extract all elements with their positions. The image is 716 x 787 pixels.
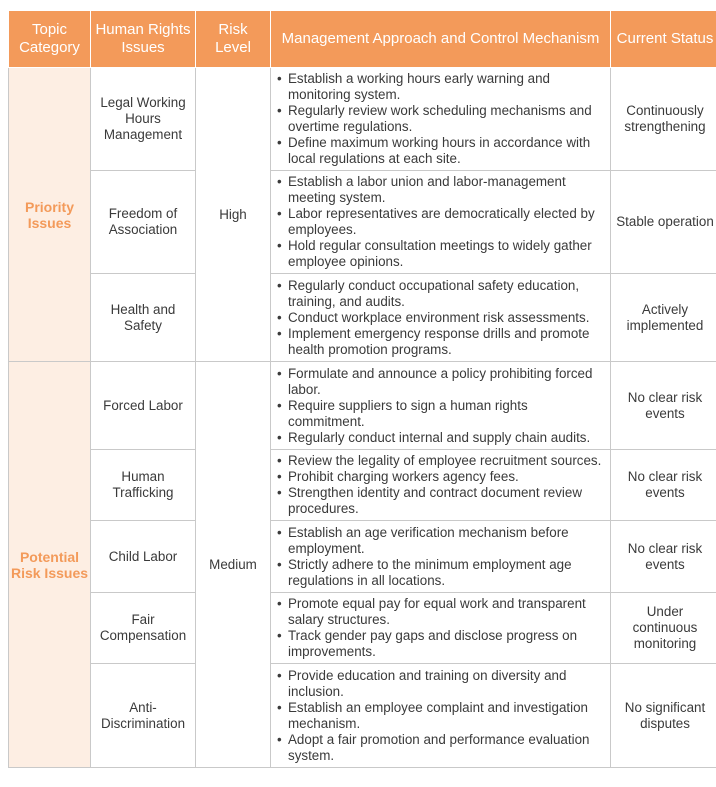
approach-item: • Conduct workplace environment risk assessments. bbox=[275, 310, 606, 326]
header-current-status: Current Status bbox=[611, 11, 716, 68]
status-cell: Actively implemented bbox=[611, 274, 716, 362]
human-rights-risk-table bbox=[8, 10, 716, 768]
approach-item: • Promote equal pay for equal work and transparent salary structures. bbox=[275, 596, 606, 628]
header-human-rights-issues: Human Rights Issues bbox=[91, 11, 196, 68]
approach-cell bbox=[271, 450, 611, 521]
approach-item: • Strengthen identity and contract document review procedures. bbox=[275, 485, 606, 517]
approach-item: • Require suppliers to sign a human rights commitment. bbox=[275, 398, 606, 430]
status-cell: No clear risk events bbox=[611, 362, 716, 450]
status-cell: Under continuous monitoring bbox=[611, 593, 716, 664]
approach-item: • Labor representatives are democratically elected by employees. bbox=[275, 206, 606, 238]
table-row bbox=[9, 171, 716, 274]
approach-item: • Track gender pay gaps and disclose progress on improvements. bbox=[275, 628, 606, 660]
table-row bbox=[9, 274, 716, 362]
approach-item: • Review the legality of employee recruitment sources. bbox=[275, 453, 606, 469]
approach-item: • Strictly adhere to the minimum employment age regulations in all locations. bbox=[275, 557, 606, 589]
approach-item: • Establish an age verification mechanism before employment. bbox=[275, 525, 606, 557]
table-row bbox=[9, 362, 716, 450]
issue-cell: Freedom of Association bbox=[91, 171, 196, 274]
table-row bbox=[9, 521, 716, 593]
issue-cell: Legal Working Hours Management bbox=[91, 68, 196, 171]
issue-cell: Forced Labor bbox=[91, 362, 196, 450]
approach-cell bbox=[271, 593, 611, 664]
issue-cell: Anti-Discrimination bbox=[91, 664, 196, 768]
risk-level-medium: Medium bbox=[196, 362, 271, 768]
approach-cell bbox=[271, 362, 611, 450]
header-management-approach: Management Approach and Control Mechanism bbox=[271, 11, 611, 68]
status-cell: No clear risk events bbox=[611, 521, 716, 593]
approach-item: • Hold regular consultation meetings to widely gather employee opinions. bbox=[275, 238, 606, 270]
header-row bbox=[9, 11, 716, 68]
approach-item: • Prohibit charging workers agency fees. bbox=[275, 469, 606, 485]
issue-cell: Health and Safety bbox=[91, 274, 196, 362]
header-risk-level: Risk Level bbox=[196, 11, 271, 68]
approach-item: • Formulate and announce a policy prohibiting forced labor. bbox=[275, 366, 606, 398]
issue-cell: Human Trafficking bbox=[91, 450, 196, 521]
approach-item: • Adopt a fair promotion and performance evaluation system. bbox=[275, 732, 606, 764]
issue-cell: Fair Compensation bbox=[91, 593, 196, 664]
approach-item: • Establish a labor union and labor-management meeting system. bbox=[275, 174, 606, 206]
approach-cell bbox=[271, 664, 611, 768]
approach-item: • Regularly conduct occupational safety education, training, and audits. bbox=[275, 278, 606, 310]
issue-cell: Child Labor bbox=[91, 521, 196, 593]
approach-item: • Regularly conduct internal and supply chain audits. bbox=[275, 430, 606, 446]
approach-item: • Define maximum working hours in accordance with local regulations at each site. bbox=[275, 135, 606, 167]
approach-cell bbox=[271, 171, 611, 274]
approach-cell bbox=[271, 68, 611, 171]
approach-item: • Implement emergency response drills and promote health promotion programs. bbox=[275, 326, 606, 358]
approach-item: • Provide education and training on diversity and inclusion. bbox=[275, 668, 606, 700]
approach-cell bbox=[271, 274, 611, 362]
header-topic-category: Topic Category bbox=[9, 11, 91, 68]
approach-item: • Establish an employee complaint and investigation mechanism. bbox=[275, 700, 606, 732]
topic-category-potential: Potential Risk Issues bbox=[9, 362, 91, 768]
status-cell: Stable operation bbox=[611, 171, 716, 274]
status-cell: No significant disputes bbox=[611, 664, 716, 768]
table-row bbox=[9, 593, 716, 664]
risk-level-high: High bbox=[196, 68, 271, 362]
status-cell: No clear risk events bbox=[611, 450, 716, 521]
status-cell: Continuously strengthening bbox=[611, 68, 716, 171]
table-row bbox=[9, 68, 716, 171]
approach-item: • Regularly review work scheduling mechanisms and overtime regulations. bbox=[275, 103, 606, 135]
table-row bbox=[9, 450, 716, 521]
topic-category-priority: Priority Issues bbox=[9, 68, 91, 362]
approach-cell bbox=[271, 521, 611, 593]
table-row bbox=[9, 664, 716, 768]
approach-item: • Establish a working hours early warning and monitoring system. bbox=[275, 71, 606, 103]
